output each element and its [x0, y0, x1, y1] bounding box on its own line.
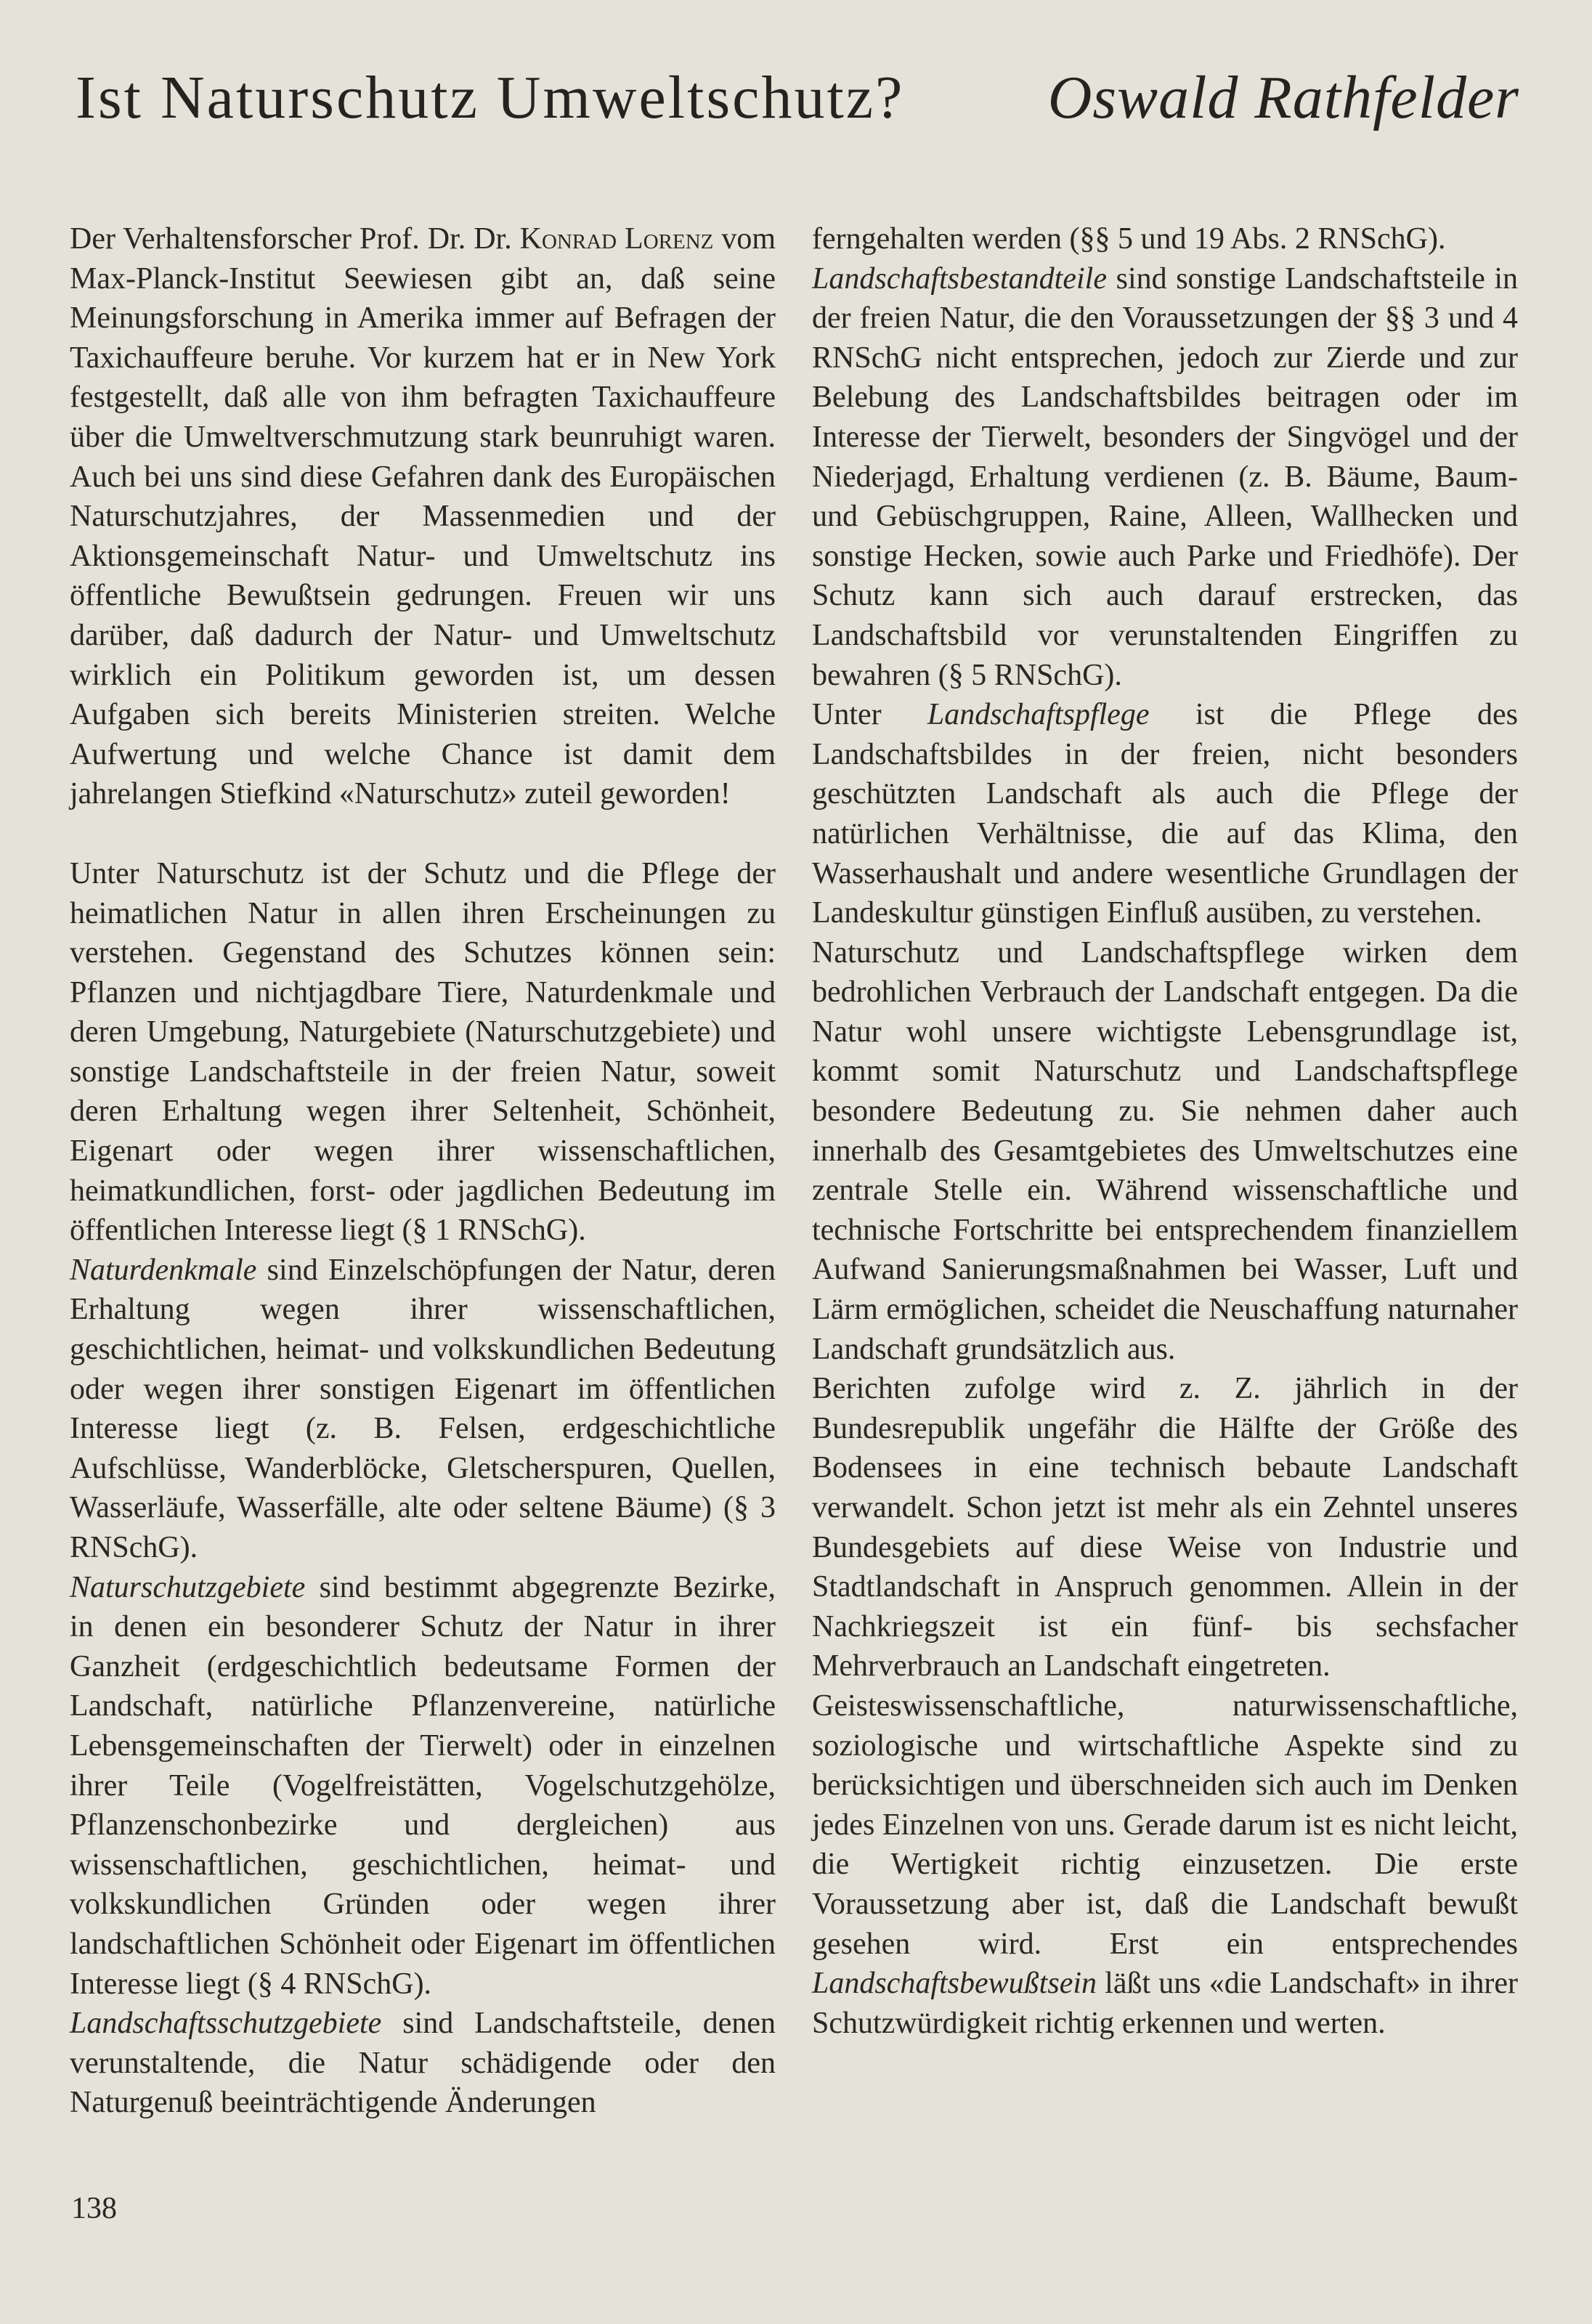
paragraph-text: Unter	[812, 698, 927, 732]
term-landschaftsschutzgebiete: Landschaftsschutzgebiete	[70, 2007, 382, 2041]
paragraph-berichten: Berichten zufolge wird z. Z. jährlich in der Bundesrepublik ungefähr die Hälfte der Größe des Bodensees in eine technisch bebaute Landschaft verwandelt. Schon jetzt ist mehr als ein Zehntel unseres Bundesgebiets auf diese Weise von Industrie und Stadtlandschaft in Anspruch genommen. Allein in der Nachkriegszeit ist ein fünf- bis sechsfacher Mehrverbrauch an Landschaft eingetreten.	[812, 1372, 1518, 1683]
paragraph-gap	[70, 814, 776, 854]
paragraph-text: Geisteswissenschaftliche, naturwissenschaftliche, soziologische und wirtschaftliche Aspekte sind zu berücksichtigen und überschneiden sich auch im Denken jedes Einzelnen von uns. Gerade darum ist es nicht leicht, die Wertigkeit richtig einzusetzen. Die erste Voraussetzung aber ist, daß die Landschaft bewußt gesehen wird. Erst ein entsprechendes	[812, 1689, 1518, 1961]
paragraph-intro	[70, 219, 776, 814]
paragraph-text: vom Max-Planck-Institut Seewiesen gibt an, daß seine Meinungsforschung in Amerika immer auf Befragen der Taxichauffeure beruhe. Vor kurzem hat er in New York festgestellt, daß alle von ihm befragten Taxichauffeure über die Umweltverschmutzung stark beunruhigt waren. Auch bei uns sind diese Gefahren dank des Europäischen Naturschutzjahres, der Massenmedien und der Aktionsgemeinschaft Natur- und Umweltschutz ins öffentliche Bewußtsein gedrungen. Freuen wir uns darüber, daß dadurch der Natur- und Umweltschutz wirklich ein Politikum geworden ist, um dessen Aufgaben sich bereits Ministerien streiten. Welche Aufwertung und welche Chance ist damit dem jahrelangen Stiefkind «Naturschutz» zuteil geworden!	[70, 222, 776, 811]
article-author: Oswald Rathfelder	[1047, 64, 1519, 131]
paragraph-naturdenkmale	[70, 1251, 776, 1568]
term-landschaftspflege: Landschaftspflege	[927, 698, 1150, 732]
paragraph-landschaftsbestandteile	[812, 259, 1518, 696]
term-naturschutzgebiete: Naturschutzgebiete	[70, 1570, 306, 1604]
paragraph-text: sind Einzelschöpfungen der Natur, deren Erhaltung wegen ihrer wissenschaftlichen, geschichtlichen, heimat- und volkskundlichen Bedeutung oder wegen ihrer sonstigen Eigenart im öffentlichen Interesse liegt (z. B. Felsen, erdgeschichtliche Aufschlüsse, Wanderblöcke, Gletscherspuren, Quellen, Wasserläufe, Wasserfälle, alte oder seltene Bäume) (§ 3 RNSchG).	[70, 1253, 776, 1564]
term-landschaftsbestandteile: Landschaftsbestandteile	[812, 261, 1107, 296]
paragraph-text: ist die Pflege des Landschaftsbildes in der freien, nicht besonders geschützten Landschaft als auch die Pflege der natürlichen Verhältnisse, die auf das Klima, den Wasserhaushalt und andere wesentliche Grundlagen der Landeskultur günstigen Einfluß ausüben, zu verstehen.	[812, 698, 1518, 930]
page-number: 138	[71, 2192, 117, 2225]
text-column-left	[70, 219, 776, 2123]
text-column-right	[812, 219, 1518, 2043]
paragraph-landschaftspflege	[812, 695, 1518, 933]
paragraph-verbrauch: Naturschutz und Landschaftspflege wirken dem bedrohlichen Verbrauch der Landschaft entgegen. Da die Natur wohl unsere wichtigste Lebensgrundlage ist, kommt somit Naturschutz und Landschaftspflege besondere Bedeutung zu. Sie nehmen daher auch innerhalb des Gesamtgebietes des Umweltschutzes eine zentrale Stelle ein. Während wissenschaftliche und technische Fortschritte bei entsprechendem finanziellem Aufwand Sanierungsmaßnahmen bei Wasser, Luft und Lärm ermöglichen, scheidet die Neuschaffung naturnaher Landschaft grundsätzlich aus.	[812, 935, 1518, 1366]
paragraph-continuation: ferngehalten werden (§§ 5 und 19 Abs. 2 RNSchG).	[812, 222, 1446, 256]
paragraph-aspekte	[812, 1686, 1518, 2043]
paragraph-naturschutzgebiete	[70, 1568, 776, 2004]
paragraph-text: sind bestimmt abgegrenzte Bezirke, in denen ein besonderer Schutz der Natur in ihrer Ganzheit (erdgeschichtlich bedeutsame Formen der Landschaft, natürliche Pflanzenvereine, natürliche Lebensgemeinschaften der Tierwelt) oder in einzelnen ihrer Teile (Vogelfreistätten, Vogelschutzgehölze, Pflanzenschonbezirke und dergleichen) aus wissenschaftlichen, geschichtlichen, heimat- und volkskundlichen Gründen oder wegen ihrer landschaftlichen Schönheit oder Eigenart im öffentlichen Interesse liegt (§ 4 RNSchG).	[70, 1570, 776, 2001]
paragraph-text: sind sonstige Landschaftsteile in der freien Natur, die den Voraussetzungen der §§ 3 und 4 RNSchG nicht entsprechen, jedoch zur Zierde und zur Belebung des Landschaftsbildes beitragen oder im Interesse der Tierwelt, besonders der Singvögel und der Niederjagd, Erhaltung verdienen (z. B. Bäume, Baum- und Gebüschgruppen, Raine, Alleen, Wallhecken und sonstige Hecken, sowie auch Parke und Friedhöfe). Der Schutz kann sich auch darauf erstrecken, das Landschaftsbild vor verunstaltenden Eingriffen zu bewahren (§ 5 RNSchG).	[812, 261, 1518, 692]
paragraph-definition-naturschutz: Unter Naturschutz ist der Schutz und die Pflege der heimatlichen Natur in allen ihren Erscheinungen zu verstehen. Gegenstand des Schutzes können sein: Pflanzen und nichtjagdbare Tiere, Naturdenkmale und deren Umgebung, Naturgebiete (Naturschutzgebiete) und sonstige Landschaftsteile in der freien Natur, soweit deren Erhaltung wegen ihrer Seltenheit, Schönheit, Eigenart oder wegen ihrer wissenschaftlichen, heimatkundlichen, forst- oder jagdlichen Bedeutung im öffentlichen Interesse liegt (§ 1 RNSchG).	[70, 856, 776, 1248]
person-name: Konrad Lorenz	[519, 222, 714, 256]
paragraph-text: sind Landschaftsteile, denen verunstaltende, die Natur schädigende oder den Naturgenuß beeinträchtigende Änderungen	[70, 2007, 776, 2120]
article-title: Ist Naturschutz Umweltschutz?	[76, 64, 905, 131]
term-naturdenkmale: Naturdenkmale	[70, 1253, 257, 1287]
paragraph-text: Der Verhaltensforscher Prof. Dr. Dr.	[70, 222, 520, 256]
paragraph-text: läßt uns «die Landschaft» in ihrer Schutzwürdigkeit richtig erkennen und werten.	[812, 1967, 1518, 2040]
term-landschaftsbewusstsein: Landschaftsbewußtsein	[812, 1967, 1097, 2001]
paragraph-landschaftsschutzgebiete	[70, 2004, 776, 2123]
